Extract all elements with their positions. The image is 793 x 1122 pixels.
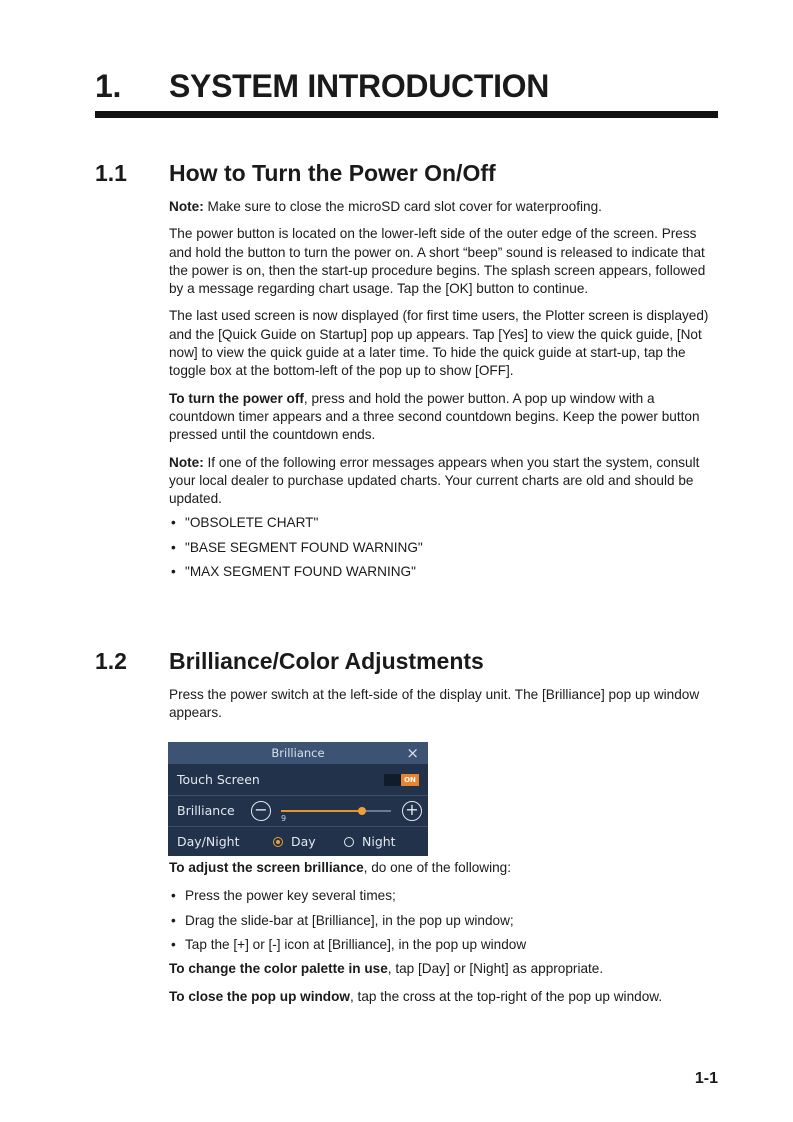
paragraph-text: , tap [Day] or [Night] as appropriate. bbox=[387, 961, 604, 977]
section-1-2-body bbox=[169, 859, 719, 1016]
note-label: Note: bbox=[169, 199, 204, 214]
brilliance-popup bbox=[168, 742, 428, 856]
day-radio[interactable] bbox=[273, 837, 283, 847]
touch-screen-label: Touch Screen bbox=[177, 772, 260, 787]
bold-lead: To turn the power off bbox=[169, 390, 304, 406]
list-item: • "MAX SEGMENT FOUND WARNING" bbox=[169, 563, 719, 581]
palette-paragraph bbox=[169, 960, 719, 978]
list-item: • Tap the [+] or [-] icon at [Brilliance], in the pop up window bbox=[169, 936, 719, 954]
bold-lead: To change the color palette in use bbox=[169, 961, 388, 977]
popup-title: Brilliance bbox=[168, 742, 428, 764]
paragraph: The last used screen is now displayed (for first time users, the Plotter screen is displayed) and the [Quick Guide on Startup] pop up appears. Tap [Yes] to view the quick guide, [Not now] to view the quick guide at a later time. To hide the quick guide at start-up, tap the toggle box at the bottom-left of the pop up to show [OFF]. bbox=[169, 308, 709, 379]
close-icon[interactable]: × bbox=[406, 744, 419, 762]
chapter-number: 1. bbox=[95, 68, 122, 104]
section-heading-1-2 bbox=[95, 648, 484, 675]
adjust-methods-list bbox=[169, 887, 719, 954]
paragraph: The power button is located on the lower-left side of the outer edge of the screen. Press and hold the button to turn the power on. A short “beep” sound is released to indicate that the power is on, then the start-up procedure begins. The splash screen appears, followed by a message regarding chart usage. Tap the [OK] button to continue. bbox=[169, 226, 706, 297]
paragraph: Press the power switch at the left-side of the display unit. The [Brilliance] pop up window appears. bbox=[169, 687, 700, 721]
slider-thumb[interactable] bbox=[358, 807, 366, 815]
bold-lead: To adjust the screen brilliance bbox=[169, 860, 364, 875]
list-item: • Press the power key several times; bbox=[169, 887, 719, 905]
section-title: Brilliance/Color Adjustments bbox=[169, 648, 484, 674]
day-night-label: Day/Night bbox=[177, 834, 240, 849]
bold-lead: To close the pop up window bbox=[169, 989, 350, 1005]
section-1-1-body bbox=[169, 198, 719, 587]
day-night-row bbox=[168, 827, 428, 857]
power-off-paragraph bbox=[169, 390, 719, 445]
slider-fill bbox=[281, 810, 362, 812]
paragraph-text: , do one of the following: bbox=[363, 860, 512, 875]
section-number: 1.1 bbox=[95, 160, 127, 186]
close-paragraph bbox=[169, 988, 719, 1006]
touch-screen-row bbox=[168, 765, 428, 795]
section-heading-1-1 bbox=[95, 160, 496, 187]
chapter-rule bbox=[95, 111, 718, 118]
note-paragraph bbox=[169, 454, 719, 509]
adjust-paragraph bbox=[169, 859, 719, 877]
brilliance-label: Brilliance bbox=[177, 803, 235, 818]
page-number: 1-1 bbox=[694, 1070, 718, 1087]
paragraph-text: , press and hold the power button. A pop up window with a countdown timer appears and a three second countdown begins. Keep the power button pressed until the countdown ends. bbox=[169, 390, 700, 443]
plus-icon[interactable]: + bbox=[402, 801, 422, 821]
note-label: Note: bbox=[169, 454, 204, 470]
brilliance-row bbox=[168, 796, 428, 826]
brilliance-value: 9 bbox=[281, 814, 287, 823]
touch-screen-toggle[interactable] bbox=[384, 774, 419, 786]
day-label: Day bbox=[291, 834, 316, 849]
paragraph-text: , tap the cross at the top-right of the pop up window. bbox=[350, 989, 663, 1005]
section-number: 1.2 bbox=[95, 648, 127, 674]
section-1-2-intro bbox=[169, 686, 719, 732]
list-item: • "OBSOLETE CHART" bbox=[169, 514, 719, 532]
night-radio[interactable] bbox=[344, 837, 354, 847]
note-text: If one of the following error messages appears when you start the system, consult your local dealer to purchase updated charts. Your current charts are old and should be updated. bbox=[169, 454, 700, 507]
toggle-state: ON bbox=[401, 774, 419, 786]
section-title: How to Turn the Power On/Off bbox=[169, 160, 496, 186]
chapter-heading bbox=[95, 68, 718, 105]
note-paragraph bbox=[169, 198, 719, 216]
error-list bbox=[169, 514, 719, 581]
list-item: • "BASE SEGMENT FOUND WARNING" bbox=[169, 539, 719, 557]
chapter-title: SYSTEM INTRODUCTION bbox=[169, 68, 550, 104]
minus-icon[interactable]: − bbox=[251, 801, 271, 821]
list-item: • Drag the slide-bar at [Brilliance], in the pop up window; bbox=[169, 912, 719, 930]
note-text: Make sure to close the microSD card slot cover for waterproofing. bbox=[203, 199, 602, 214]
brilliance-slider[interactable] bbox=[281, 810, 391, 812]
night-label: Night bbox=[362, 834, 396, 849]
